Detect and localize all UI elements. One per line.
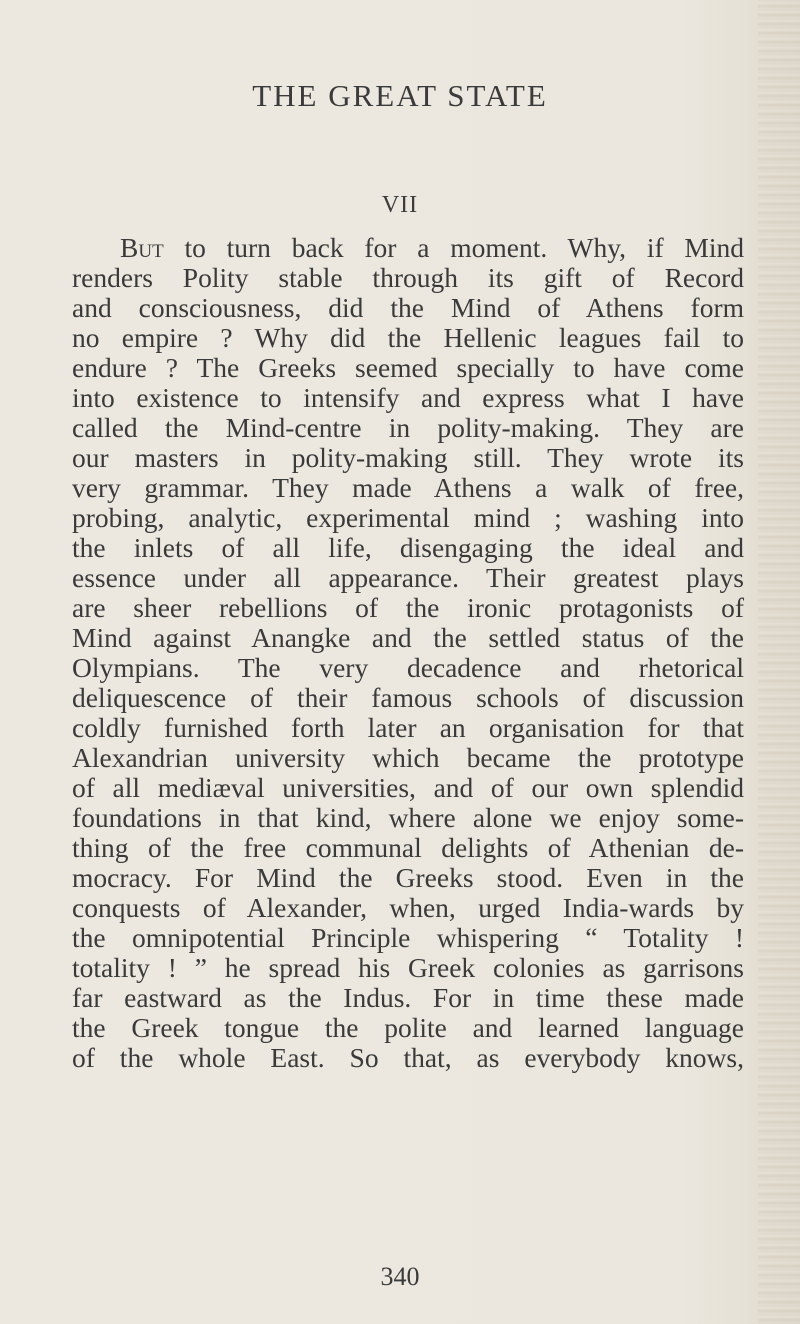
body-line: no empire ? Why did the Hellenic leagues fail to bbox=[72, 322, 744, 353]
body-line: renders Polity stable through its gift of Record bbox=[72, 262, 744, 293]
body-line: the omnipotential Principle whispering “ Totality ! bbox=[72, 922, 744, 953]
body-line: called the Mind-centre in polity-making. They are bbox=[72, 412, 744, 443]
body-line: Alexandrian university which became the prototype bbox=[72, 742, 744, 773]
body-line: Mind against Anangke and the settled status of the bbox=[72, 622, 744, 653]
body-line: our masters in polity-making still. They wrote its bbox=[72, 442, 744, 473]
body-line: into existence to intensify and express what I have bbox=[72, 382, 744, 413]
body-line: far eastward as the Indus. For in time these made bbox=[72, 982, 744, 1013]
body-line: essence under all appearance. Their greatest plays bbox=[72, 562, 744, 593]
page-number: 340 bbox=[380, 1262, 420, 1291]
section-number: VII bbox=[381, 192, 419, 218]
first-line-rest: to turn back for a moment. Why, if Mind bbox=[163, 232, 744, 263]
body-line: endure ? The Greeks seemed specially to have come bbox=[72, 352, 744, 383]
drop-word: But bbox=[120, 232, 164, 263]
body-text bbox=[72, 233, 744, 1073]
body-line: mocracy. For Mind the Greeks stood. Even in the bbox=[72, 862, 744, 893]
body-line: are sheer rebellions of the ironic protagonists of bbox=[72, 592, 744, 623]
running-head: THE GREAT STATE bbox=[252, 78, 548, 113]
body-line: conquests of Alexander, when, urged India-wards by bbox=[72, 892, 744, 923]
body-line: the inlets of all life, disengaging the ideal and bbox=[72, 532, 744, 563]
body-line: coldly furnished forth later an organisation for that bbox=[72, 712, 744, 743]
body-line: thing of the free communal delights of Athenian de- bbox=[72, 832, 744, 863]
body-line: of all mediæval universities, and of our own splendid bbox=[72, 772, 744, 803]
body-line: very grammar. They made Athens a walk of free, bbox=[72, 472, 744, 503]
body-line: deliquescence of their famous schools of discussion bbox=[72, 682, 744, 713]
body-line: the Greek tongue the polite and learned language bbox=[72, 1012, 744, 1043]
body-line: foundations in that kind, where alone we enjoy some- bbox=[72, 802, 744, 833]
body-line: totality ! ” he spread his Greek colonies as garrisons bbox=[72, 952, 744, 983]
body-line: of the whole East. So that, as everybody knows, bbox=[72, 1042, 744, 1073]
body-line-1 bbox=[72, 233, 744, 263]
body-line: Olympians. The very decadence and rhetorical bbox=[72, 652, 744, 683]
body-line: and consciousness, did the Mind of Athens form bbox=[72, 292, 744, 323]
body-line: probing, analytic, experimental mind ; washing into bbox=[72, 502, 744, 533]
